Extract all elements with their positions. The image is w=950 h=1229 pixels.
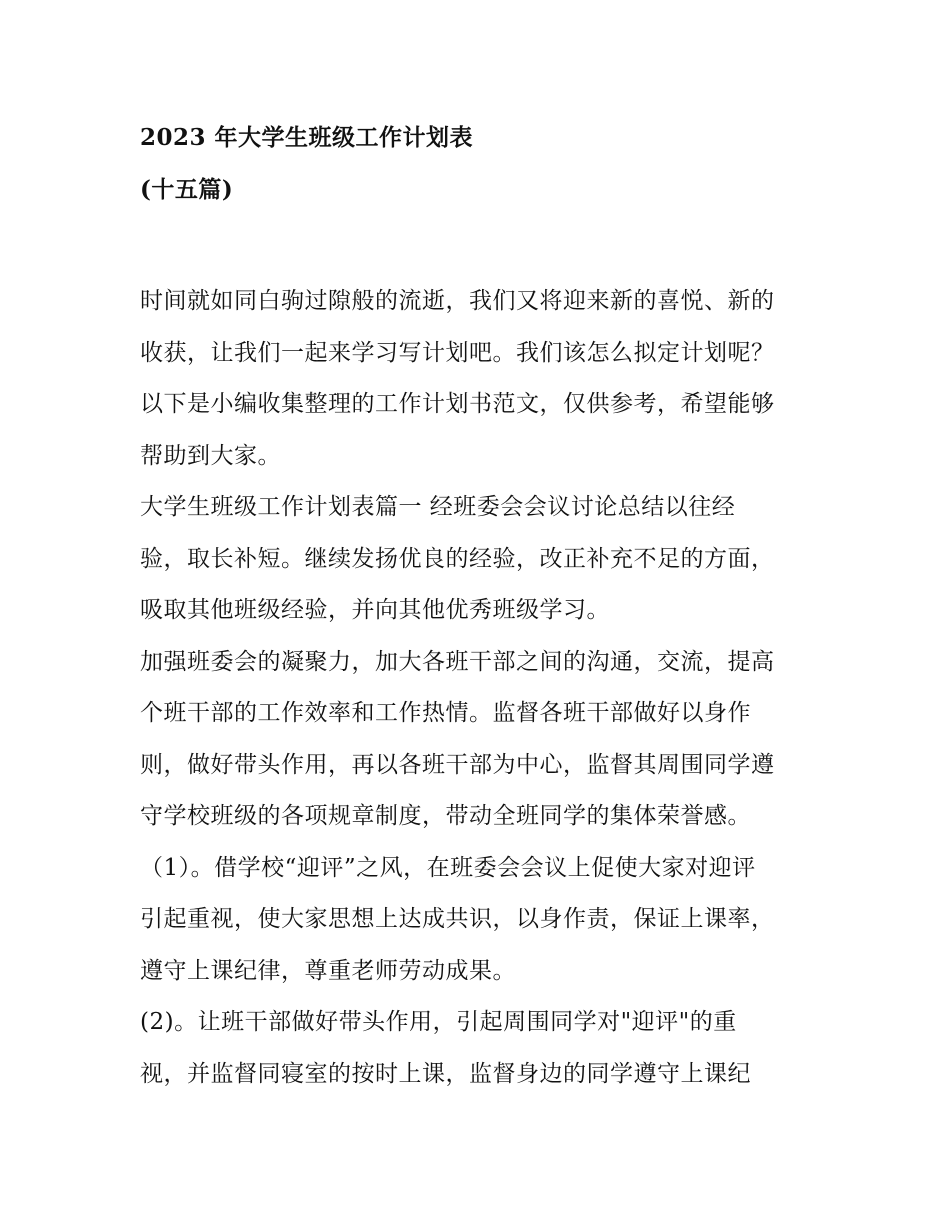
body-line: 吸取其他班级经验，并向其他优秀班级学习。 [140,597,610,623]
title-line: (十五篇) [140,175,234,203]
body-line: 引起重视，使大家思想上达成共识，以身作责，保证上课率， [140,906,775,932]
body-line: 大学生班级工作计划表篇一 经班委会会议讨论总结以往经 [140,494,736,520]
document-title [140,112,830,215]
body-line: 则，做好带头作用，再以各班干部为中心，监督其周围同学遵 [140,751,775,778]
body-line: 视，并监督同寝室的按时上课，监督身边的同学遵守上课纪 [140,1060,751,1087]
title-line: 2023 年大学生班级工作计划表 [140,124,474,151]
body-line: 验，取长补短。继续发扬优良的经验，改正补充不足的方面， [140,545,775,572]
body-line: 守学校班级的各项规章制度，带动全班同学的集体荣誉感。 [140,803,751,829]
body-line: 时间就如同白驹过隙般的流逝，我们又将迎来新的喜悦、新的 [140,288,775,314]
body-line: 个班干部的工作效率和工作热情。监督各班干部做好以身作 [140,700,751,726]
body-line: (2)。让班干部做好带头作用，引起周围同学对"迎评"的重 [140,1009,737,1035]
body-line: 收获，让我们一起来学习写计划吧。我们该怎么拟定计划呢？ [140,339,775,366]
body-line: 帮助到大家。 [140,442,281,469]
document-body [140,276,830,1100]
body-line: 以下是小编收集整理的工作计划书范文，仅供参考，希望能够 [140,391,775,417]
body-line: 遵守上课纪律，尊重老师劳动成果。 [140,957,516,984]
body-line: 加强班委会的凝聚力，加大各班干部之间的沟通，交流，提高 [140,648,775,675]
body-line: （1）。借学校“迎评”之风，在班委会会议上促使大家对迎评 [140,854,756,881]
